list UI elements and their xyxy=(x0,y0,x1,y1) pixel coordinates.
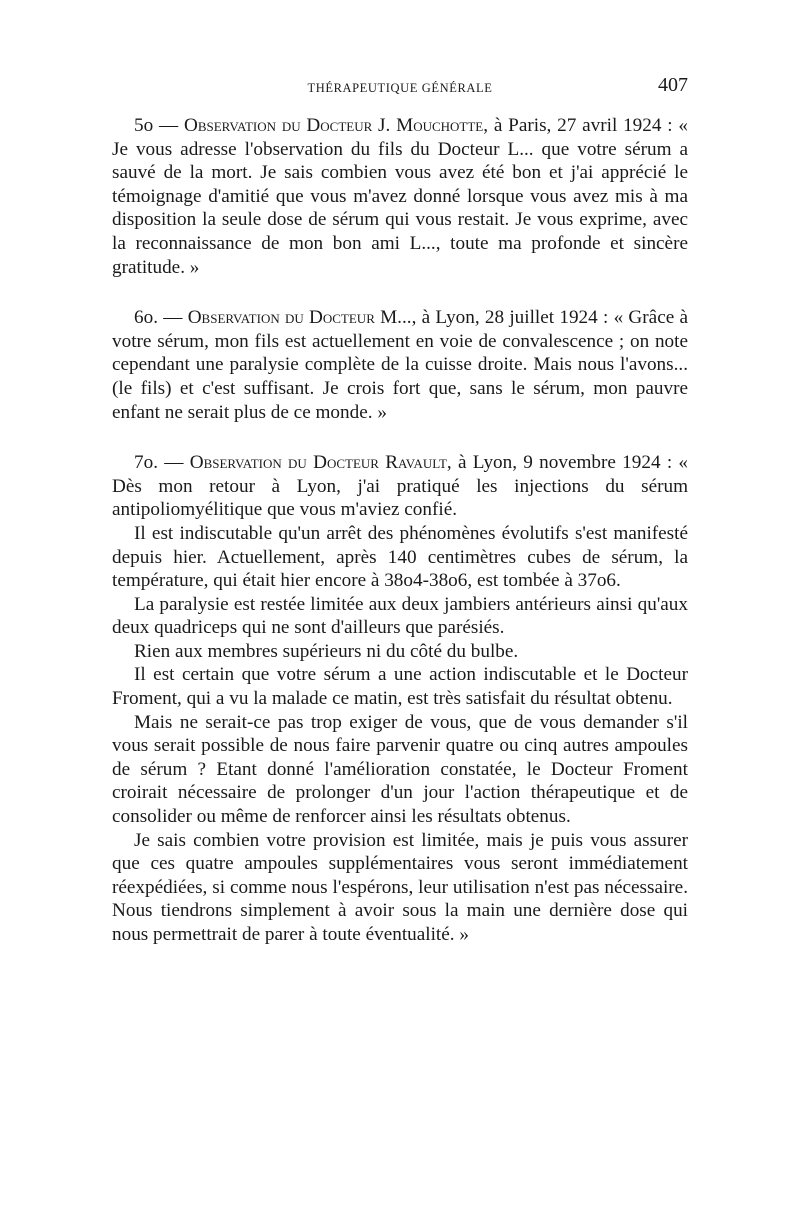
observation-6-body: à Lyon, 28 juillet 1924 : « Grâce à votre sérum, mon fils est actuellement en voie de convalescence ; on note cependant une paralysie complète de la cuisse droite. Mais nous l'avons... (le fils) et c'est suffisant. Je crois fort que, sans le sérum, mon pauvre enfant ne serait plus de ce monde. » xyxy=(112,307,689,423)
book-page xyxy=(112,72,688,947)
page-number: 407 xyxy=(658,74,688,96)
observation-6-title: Observation du Docteur M..., xyxy=(187,307,417,329)
observation-7-paragraph: 7o. — Observation du Docteur Ravault, à Lyon, 9 novembre 1924 : « Dès mon retour à Lyon, j'ai pratiqué les injections du sérum antipoliomyélitique que vous m'aviez confié. xyxy=(112,452,689,521)
observation-5-paragraph: 5o — Observation du Docteur J. Mouchotte, à Paris, 27 avril 1924 : « Je vous adresse l'observation du fils du Docteur L... que votre sérum a sauvé de la mort. Je sais combien vous avez été bon et j'ai apprécié le témoignage d'amitié que vous m'avez donné lorsque vous avez mis à ma disposition la seule dose de sérum qui vous restait. Je vous exprime, avec la reconnaissance de mon bon ami L..., toute ma profonde et sincère gratitude. » xyxy=(112,115,688,278)
observation-6-paragraph: 6o. — Observation du Docteur M..., à Lyon, 28 juillet 1924 : « Grâce à votre sérum, mon fils est actuellement en voie de convalescence ; on note cependant une paralysie complète de la cuisse droite. Mais nous l'avons... (le fils) et c'est suffisant. Je crois fort que, sans le sérum, mon pauvre enfant ne serait plus de ce monde. » xyxy=(112,307,689,423)
observation-7-paragraph: Je sais combien votre provision est limitée, mais je puis vous assurer que ces quatre ampoules supplémentaires vous seront immédiatement réexpédiées, si comme nous l'espérons, leur utilisation n'est pas nécessaire. Nous tiendrons simplement à avoir sous la main une dernière dose qui nous permettrait de parer à toute éventualité. » xyxy=(112,829,688,945)
observation-7-paragraph: Mais ne serait-ce pas trop exiger de vous, que de vous demander s'il vous serait possible de nous faire parvenir quatre ou cinq autres ampoules de sérum ? Etant donné l'amélioration constatée, le Docteur Froment croirait nécessaire de prolonger d'un jour l'action thérapeutique et de consolider ou même de renforcer ainsi les résultats obtenus. xyxy=(112,711,688,828)
observation-7-paragraph: Il est indiscutable qu'un arrêt des phénomènes évolutifs s'est manifesté depuis hier. Actuellement, après 140 centimètres cubes de sérum, la température, qui était hier encore à 38o4-38o6, est tombée à 37o6. xyxy=(112,522,688,592)
observation-5-title: Observation du Docteur J. Mouchotte, xyxy=(183,115,489,136)
observation-6 xyxy=(112,306,688,424)
observation-7 xyxy=(112,451,688,946)
observation-5-body: à Paris, 27 avril 1924 : « Je vous adresse l'observation du fils du Docteur L... que votre sérum a sauvé de la mort. Je sais combien vous avez été bon et j'ai apprécié le témoignage d'amitié que vous m'avez donné lorsque vous avez mis à ma disposition la seule dose de sérum qui vous restait. Je vous exprime, avec la reconnaissance de mon bon ami L..., toute ma profonde et sincère gratitude. » xyxy=(112,115,688,278)
observation-7-paragraph: La paralysie est restée limitée aux deux jambiers antérieurs ainsi qu'aux deux quadriceps qui ne sont d'ailleurs que parésiés. xyxy=(112,593,688,639)
observation-6-number: 6o. xyxy=(134,307,158,329)
observation-7-title: Observation du Docteur Ravault, xyxy=(189,452,452,474)
observation-5 xyxy=(112,114,688,279)
observation-7-paragraph: Il est certain que votre sérum a une action indiscutable et le Docteur Froment, qui a vu la malade ce matin, est très satisfait du résultat obtenu. xyxy=(112,664,688,710)
observation-7-number: 7o. xyxy=(134,452,158,474)
observation-7-paragraph: Rien aux membres supérieurs ni du côté du bulbe. xyxy=(134,640,519,662)
running-head xyxy=(112,72,688,98)
running-title: THÉRAPEUTIQUE GÉNÉRALE xyxy=(307,81,493,95)
observation-7-intro: à Lyon, 9 novembre 1924 : « Dès mon retour à Lyon, j'ai pratiqué les injections du sérum antipoliomyélitique que vous m'aviez confié. xyxy=(112,452,689,521)
observation-5-number: 5o xyxy=(134,115,154,136)
